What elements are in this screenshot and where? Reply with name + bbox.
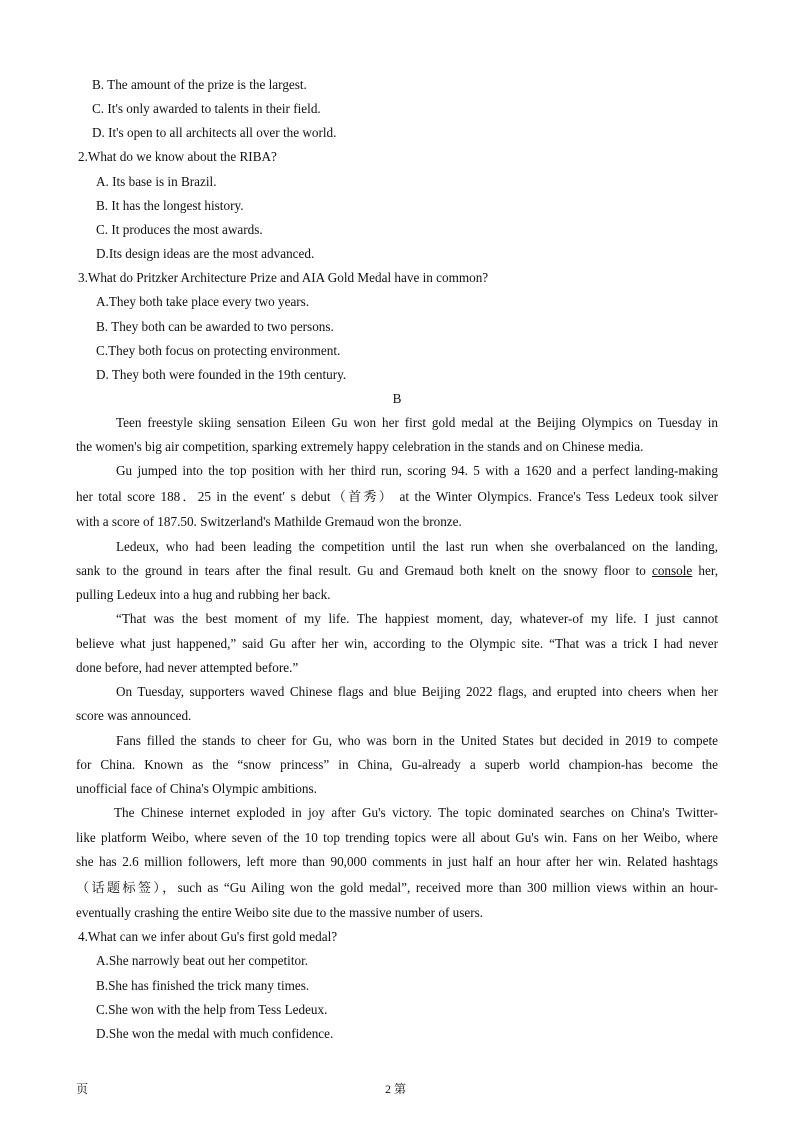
p7-line-2: like platform Weibo, where seven of the 10 top trending topics were all about Gu's win. Fans on her Weibo, where [76, 830, 718, 845]
q3-question: 3.What do Pritzker Architecture Prize and AIA Gold Medal have in common? [78, 270, 489, 285]
q2-question: 2.What do we know about the RIBA? [78, 149, 277, 164]
p5-line-2: score was announced. [76, 708, 192, 723]
q4-question: 4.What can we infer about Gu's first gold medal? [78, 929, 338, 944]
q4-option-c: C.She won with the help from Tess Ledeux. [96, 1002, 328, 1017]
prev-option-b: B. The amount of the prize is the largest. [92, 77, 307, 92]
p1-line-2: the women's big air competition, sparking extremely happy celebration in the stands and on Chinese media. [76, 439, 644, 454]
p2-line-2: her total score 188．25 in the event′ s debut（首秀） at the Winter Olympics. France's Tess Ledeux took silver [76, 489, 718, 504]
p4-line-3: done before, had never attempted before.” [76, 660, 299, 675]
p2-line-3: with a score of 187.50. Switzerland's Mathilde Gremaud won the bronze. [76, 514, 462, 529]
q3-option-d: D. They both were founded in the 19th century. [96, 367, 347, 382]
q4-option-d: D.She won the medal with much confidence. [96, 1026, 334, 1041]
p4-line-1: “That was the best moment of my life. The happiest moment, day, whatever-of my life. I just cannot [116, 611, 718, 626]
p6-line-3: unofficial face of China's Olympic ambitions. [76, 781, 317, 796]
q3-option-c: C.They both focus on protecting environment. [96, 343, 341, 358]
q2-option-b: B. It has the longest history. [96, 198, 244, 213]
p5-line-1: On Tuesday, supporters waved Chinese flags and blue Beijing 2022 flags, and erupted into cheers when her [116, 684, 718, 699]
p4-line-2: believe what just happened,” said Gu after her win, according to the Olympic site. “That was a trick I had never [76, 636, 718, 651]
p7-line-5: eventually crashing the entire Weibo site due to the massive number of users. [76, 905, 484, 920]
section-heading: B [392, 391, 402, 406]
p3-line-2-start: sank to the ground in tears after the final result. Gu and Gremaud both knelt on the snowy floor to [76, 563, 652, 578]
q4-option-b: B.She has finished the trick many times. [96, 978, 310, 993]
underlined-word-console: console [651, 563, 693, 578]
p7-line-1: The Chinese internet exploded in joy after Gu's victory. The topic dominated searches on China's Twitter- [114, 805, 718, 820]
q2-option-c: C. It produces the most awards. [96, 222, 263, 237]
q2-option-d: D.Its design ideas are the most advanced. [96, 246, 315, 261]
p1-line-1: Teen freestyle skiing sensation Eileen Gu won her first gold medal at the Beijing Olympics on Tuesday in [116, 415, 718, 430]
p7-line-4: （话题标签），such as “Gu Ailing won the gold medal”, received more than 300 million views within an hour- [76, 880, 718, 895]
q4-option-a: A.She narrowly beat out her competitor. [96, 953, 309, 968]
p7-line-3: she has 2.6 million followers, left more than 90,000 comments in just half an hour after her win. Related hashtags [76, 854, 718, 869]
p3-line-3: pulling Ledeux into a hug and rubbing her back. [76, 587, 331, 602]
q3-option-b: B. They both can be awarded to two persons. [96, 319, 334, 334]
prev-option-d: D. It's open to all architects all over the world. [92, 125, 337, 140]
q3-option-a: A.They both take place every two years. [96, 294, 310, 309]
p6-line-2: for China. Known as the “snow princess” in China, Gu-already a superb world champion-has become the [76, 757, 718, 772]
footer-left: 页 [76, 1082, 89, 1096]
p3-line-2 [76, 562, 718, 580]
q2-option-a: A. Its base is in Brazil. [96, 174, 217, 189]
prev-option-c: C. It's only awarded to talents in their field. [92, 101, 321, 116]
p6-line-1: Fans filled the stands to cheer for Gu, who was born in the United States but decided in 2019 to compete [116, 733, 718, 748]
page-number: 2 第 [385, 1082, 407, 1096]
p3-line-1: Ledeux, who had been leading the competition until the last run when she overbalanced on the landing, [116, 539, 718, 554]
p3-line-2-end: her, [692, 563, 718, 578]
p2-line-1: Gu jumped into the top position with her third run, scoring 94. 5 with a 1620 and a perfect landing-making [116, 463, 718, 478]
